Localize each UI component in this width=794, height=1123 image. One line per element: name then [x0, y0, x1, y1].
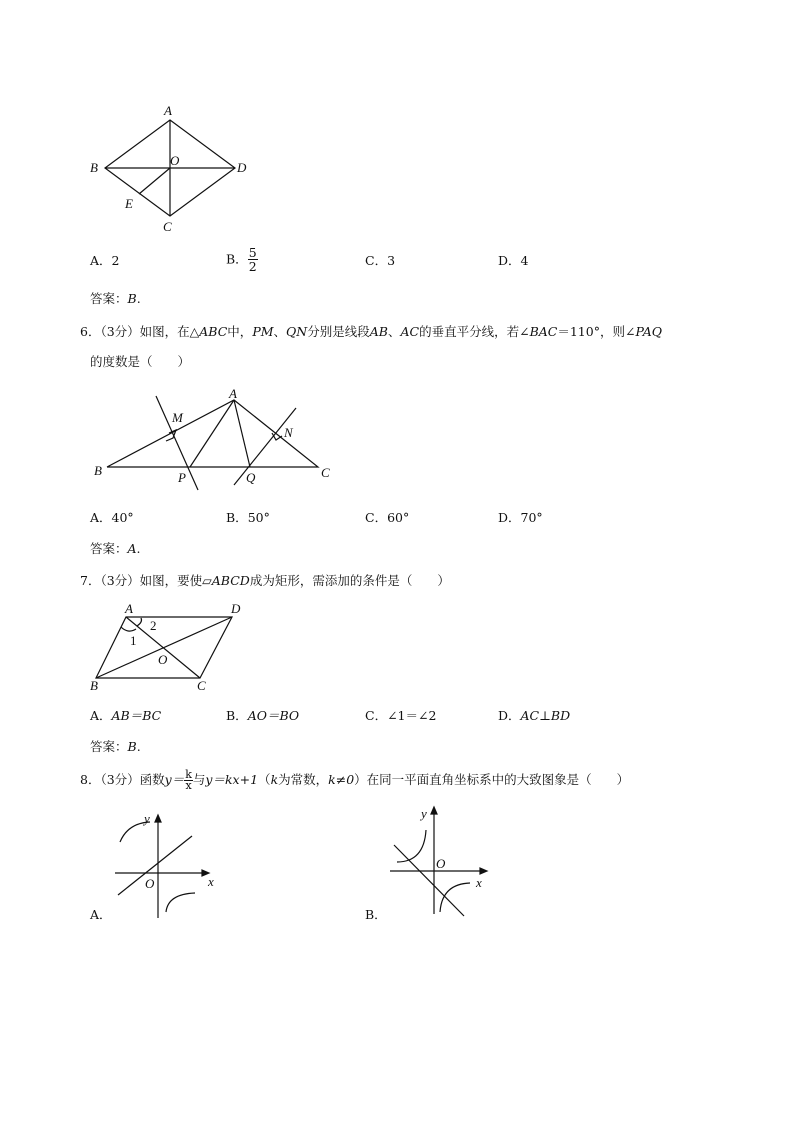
q5-option-d: D．4: [498, 253, 529, 268]
q6-option-c: C．60°: [365, 510, 410, 525]
q5-label-A: A: [164, 103, 172, 118]
q6-stem-line2: 的度数是（ ）: [90, 354, 191, 369]
line-kx-plus-1: [394, 845, 464, 916]
q8-b-label-x: x: [476, 875, 482, 890]
q7-label-C: C: [197, 678, 206, 693]
q7-answer: 答案：B.: [90, 739, 141, 754]
q6-label-M: M: [172, 410, 183, 425]
q7-option-a: A．AB＝BC: [90, 708, 162, 723]
q5-answer: 答案：B.: [90, 291, 141, 306]
q6-answer: 答案：A.: [90, 541, 141, 556]
q7-option-c: C．∠1＝∠2: [365, 708, 437, 723]
q6-option-b: B．50°: [226, 510, 270, 525]
q6-label-C: C: [321, 465, 330, 480]
q5-option-b-fraction: $\frac{5}{2}$: [248, 245, 257, 274]
q8-b-label-O: O: [436, 856, 446, 871]
q8-option-b: B．: [365, 907, 387, 922]
q8-a-label-x: x: [208, 874, 214, 889]
y-axis-arrow: [431, 807, 437, 814]
q7-label-O: O: [158, 652, 168, 667]
q7-label-one: 1: [130, 633, 137, 648]
q6-label-P: P: [178, 470, 186, 485]
q7-label-B: B: [90, 678, 98, 693]
q8-a-label-y: y: [144, 811, 150, 826]
hyperbola-branch-upper: [397, 830, 426, 862]
q5-label-E: E: [125, 196, 133, 211]
q8-a-label-O: O: [145, 876, 155, 891]
q7-label-D: D: [231, 601, 241, 616]
q8-option-a: A．: [90, 907, 112, 922]
q6-stem-line1: 6．（3分）如图，在△ABC中，PM、QN分别是线段AB、AC的垂直平分线，若∠BAC＝110°，则∠PAQ: [80, 324, 662, 339]
q8-stem: 8．（3分）函数y＝ $\frac{k}{x}$ 与y＝kx+1（k为常数，k≠0）在同一平面直角坐标系中的大致图象是（ ）: [80, 768, 630, 792]
q8-b-label-y: y: [421, 806, 427, 821]
q8-func1-fraction: $\frac{k}{x}$: [185, 768, 192, 792]
q5-label-C: C: [163, 219, 172, 234]
q7-option-d: D．AC⊥BD: [498, 708, 571, 723]
q5-option-b: B． $\frac{5}{2}$: [226, 245, 257, 274]
q6-label-B: B: [94, 463, 102, 478]
q5-label-O: O: [170, 153, 180, 168]
q5-option-a: A．2: [90, 253, 120, 268]
q6-option-d: D．70°: [498, 510, 543, 525]
x-axis-arrow: [480, 868, 487, 874]
q5-label-D: D: [237, 160, 247, 175]
q7-stem: 7．（3分）如图，要使▱ABCD成为矩形，需添加的条件是（ ）: [80, 573, 450, 588]
q6-label-Q: Q: [246, 470, 256, 485]
q5-label-B: B: [90, 160, 98, 175]
q6-label-N: N: [284, 425, 293, 440]
q7-label-A: A: [125, 601, 133, 616]
q7-option-b: B．AO＝BO: [226, 708, 300, 723]
q6-label-A: A: [229, 386, 237, 401]
q5-option-c: C．3: [365, 253, 396, 268]
q6-option-a: A．40°: [90, 510, 134, 525]
q7-label-two: 2: [150, 618, 157, 633]
